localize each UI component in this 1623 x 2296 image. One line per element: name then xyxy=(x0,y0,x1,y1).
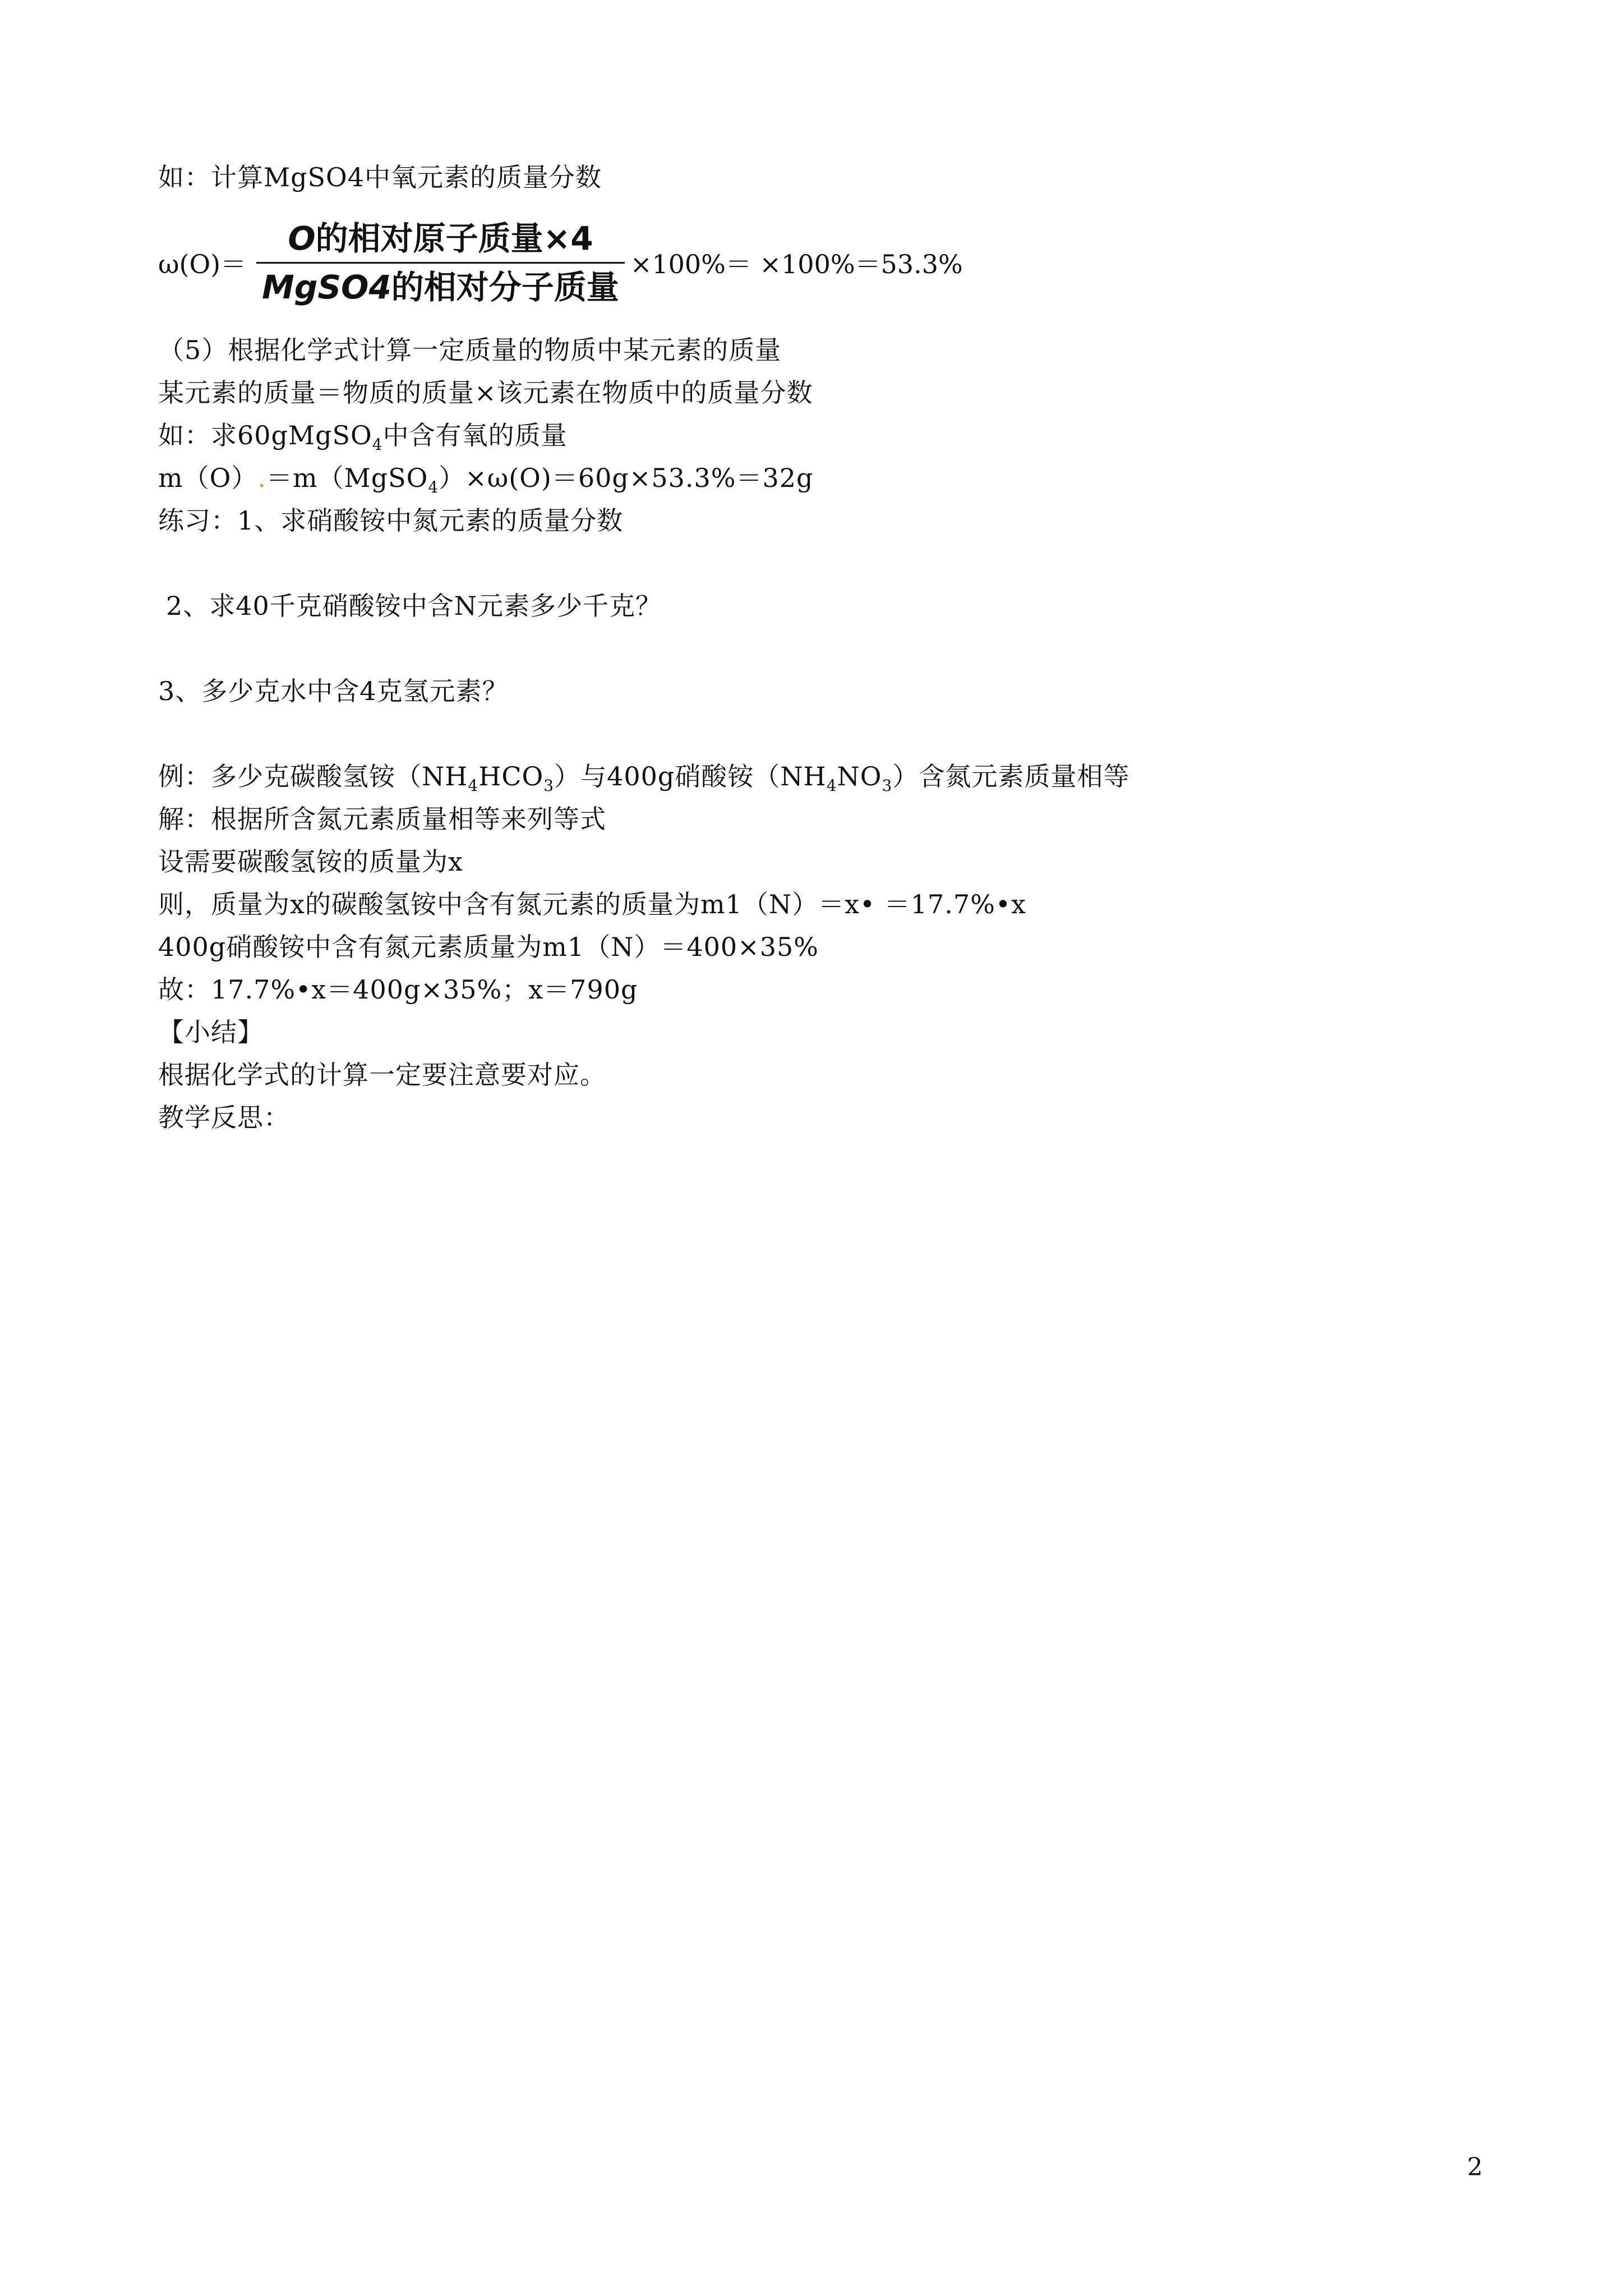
section-5-heading: （5）根据化学式计算一定质量的物质中某元素的质量 xyxy=(158,335,782,365)
solution-result: 故：17.7%•x＝400g×35%；x＝790g xyxy=(158,974,638,1005)
oxygen-mass-calc: m（O）.＝m（MgSO$_4$）×ω(O)＝60g×53.3%＝32g xyxy=(158,463,814,496)
formula-numerator: O的相对原子质量×4 xyxy=(288,219,593,257)
teaching-reflection: 教学反思： xyxy=(158,1102,290,1133)
example-mgso4-line: 如：求60gMgSO$_4$中含有氧的质量 xyxy=(158,420,568,454)
page-number: 2 xyxy=(1467,2153,1483,2182)
solution-step-2: 400g硝酸铵中含有氮元素质量为m1（N）＝400×35% xyxy=(158,932,819,962)
exercise-1: 练习：1、求硝酸铵中氮元素的质量分数 xyxy=(158,505,624,536)
worked-example-question: 例：多少克碳酸氢铵$(NH_4HCO_3)$与400g硝酸铵$(NH_4NO_3)$含氮元素质量相等 xyxy=(158,761,1130,795)
fraction-bar xyxy=(256,262,625,264)
exercise-2: 2、求40千克硝酸铵中含N元素多少千克？ xyxy=(166,591,662,621)
summary-heading: 【小结】 xyxy=(158,1017,264,1047)
mass-fraction-formula xyxy=(158,212,963,313)
formula-rhs: ×100%＝ ×100%＝53.3% xyxy=(630,249,963,279)
example-text: 如：计算MgSO4中氧元素的质量分数 xyxy=(158,162,602,192)
formula-fraction xyxy=(256,217,625,309)
solution-intro: 解：根据所含氮元素质量相等来列等式 xyxy=(158,804,606,834)
solution-let-x: 设需要碳酸氢铵的质量为x xyxy=(158,846,463,877)
summary-text: 根据化学式的计算一定要注意要对应。 xyxy=(158,1060,606,1090)
exercise-3: 3、多少克水中含4克氢元素？ xyxy=(158,676,509,706)
element-mass-rule: 某元素的质量＝物质的质量×该元素在物质中的质量分数 xyxy=(158,378,813,408)
formula-denominator: MgSO4的相对分子质量 xyxy=(262,268,619,306)
formula-lhs: ω(O)＝ xyxy=(158,249,247,279)
example-line xyxy=(158,160,602,194)
solution-step-1: 则，质量为x的碳酸氢铵中含有氮元素的质量为m1（N）＝x• ＝17.7%•x xyxy=(158,889,1026,919)
